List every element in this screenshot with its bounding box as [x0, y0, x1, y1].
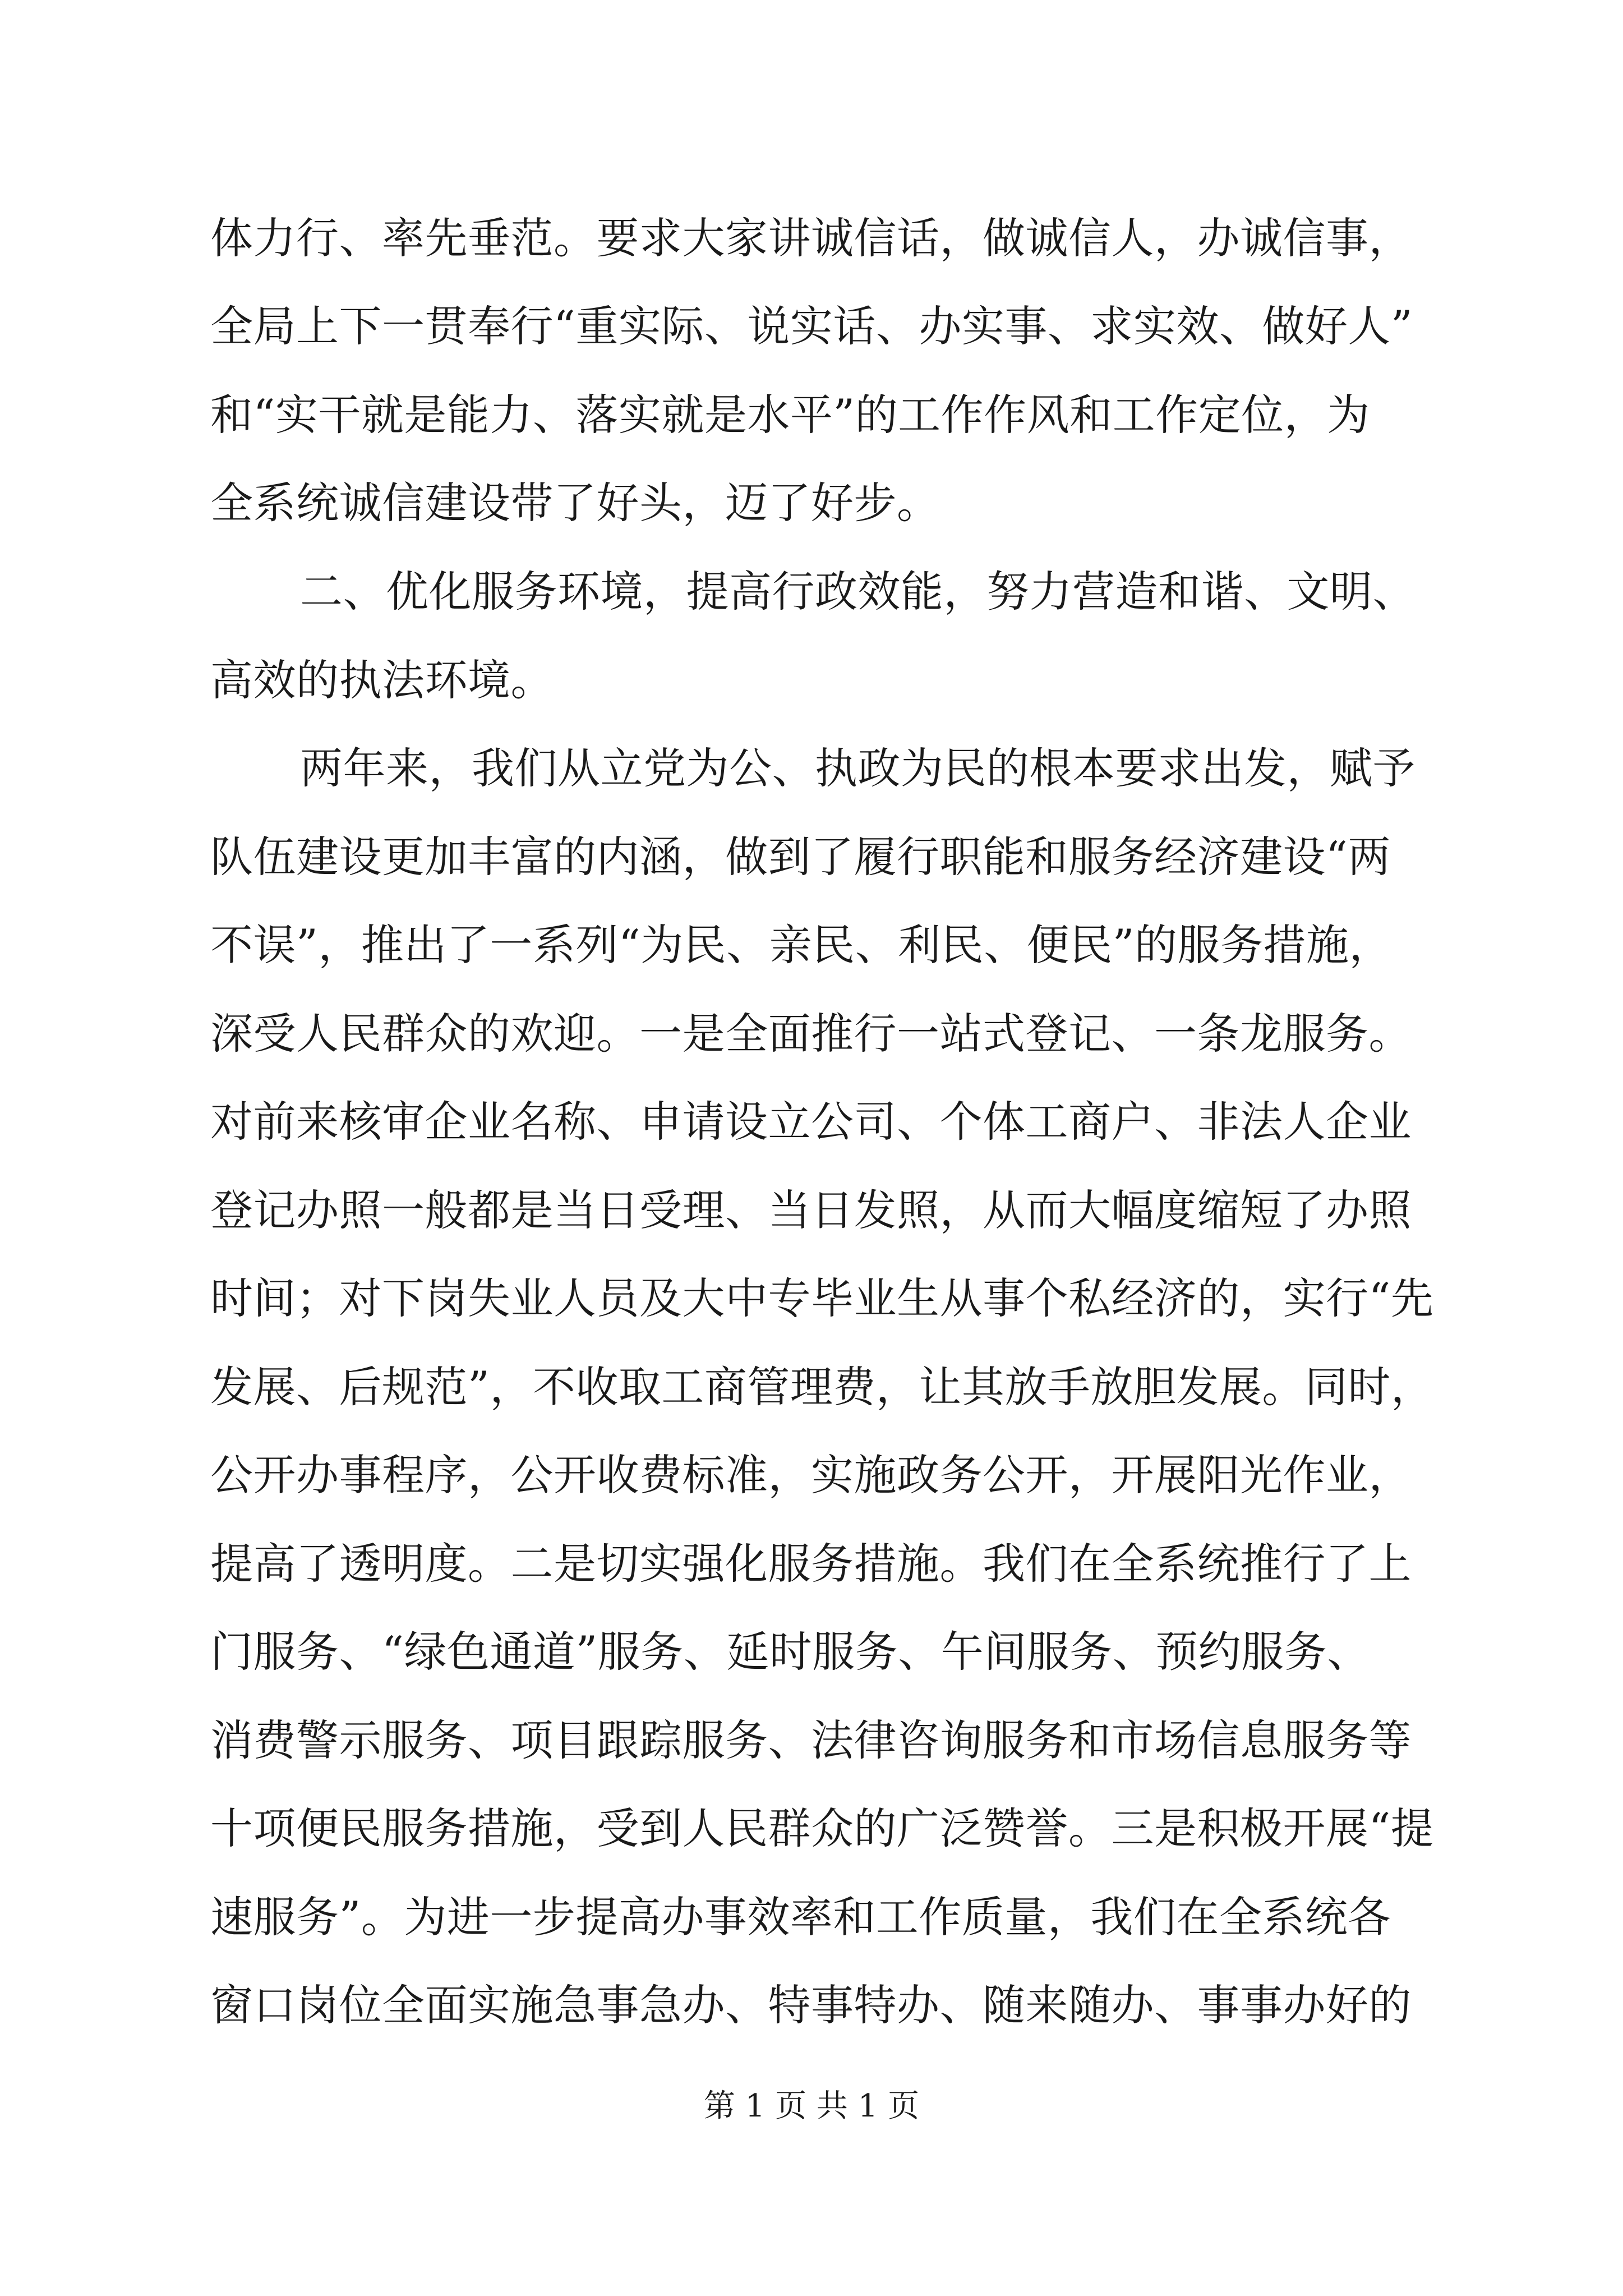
text-line: 体力行、率先垂范。要求大家讲诚信话，做诚信人，办诚信事， — [210, 213, 1412, 263]
text-line: 时间；对下岗失业人员及大中专毕业生从事个私经济的，实行“先 — [210, 1273, 1434, 1323]
text-line: 对前来核审企业名称、申请设立公司、个体工商户、非法人企业 — [210, 1097, 1412, 1147]
text-line: 深受人民群众的欢迎。一是全面推行一站式登记、一条龙服务。 — [210, 1009, 1412, 1059]
text-line: 和“实干就是能力、落实就是水平”的工作作风和工作定位，为 — [210, 390, 1370, 440]
text-line: 提高了透明度。二是切实强化服务措施。我们在全系统推行了上 — [210, 1539, 1412, 1589]
text-line: 消费警示服务、项目跟踪服务、法律咨询服务和市场信息服务等 — [210, 1715, 1412, 1765]
text-line: 全系统诚信建设带了好头，迈了好步。 — [210, 478, 940, 528]
text-line: 登记办照一般都是当日受理、当日发照，从而大幅度缩短了办照 — [210, 1185, 1412, 1235]
text-line: 发展、后规范”，不收取工商管理费，让其放手放胆发展。同时， — [210, 1362, 1434, 1412]
text-line: 速服务”。为进一步提高办事效率和工作质量，我们在全系统各 — [210, 1892, 1391, 1942]
text-line: 窗口岗位全面实施急事急办、特事特办、随来随办、事事办好的 — [210, 1980, 1412, 2030]
text-line: 队伍建设更加丰富的内涵，做到了履行职能和服务经济建设“两 — [210, 832, 1391, 882]
paragraph-start: 两年来，我们从立党为公、执政为民的根本要求出发，赋予 — [300, 743, 1415, 793]
section-heading-continued: 高效的执法环境。 — [210, 655, 554, 705]
text-line: 全局上下一贯奉行“重实际、说实话、办实事、求实效、做好人” — [210, 301, 1413, 351]
text-line: 门服务、“绿色通道”服务、延时服务、午间服务、预约服务、 — [210, 1627, 1370, 1677]
page-number-footer: 第 1 页 共 1 页 — [703, 2088, 920, 2124]
text-line: 公开办事程序，公开收费标准，实施政务公开，开展阳光作业， — [210, 1450, 1412, 1500]
text-line: 十项便民服务措施，受到人民群众的广泛赞誉。三是积极开展“提 — [210, 1803, 1434, 1853]
text-line: 不误”，推出了一系列“为民、亲民、利民、便民”的服务措施， — [210, 920, 1393, 970]
section-heading: 二、优化服务环境，提高行政效能，努力营造和谐、文明、 — [300, 567, 1415, 616]
